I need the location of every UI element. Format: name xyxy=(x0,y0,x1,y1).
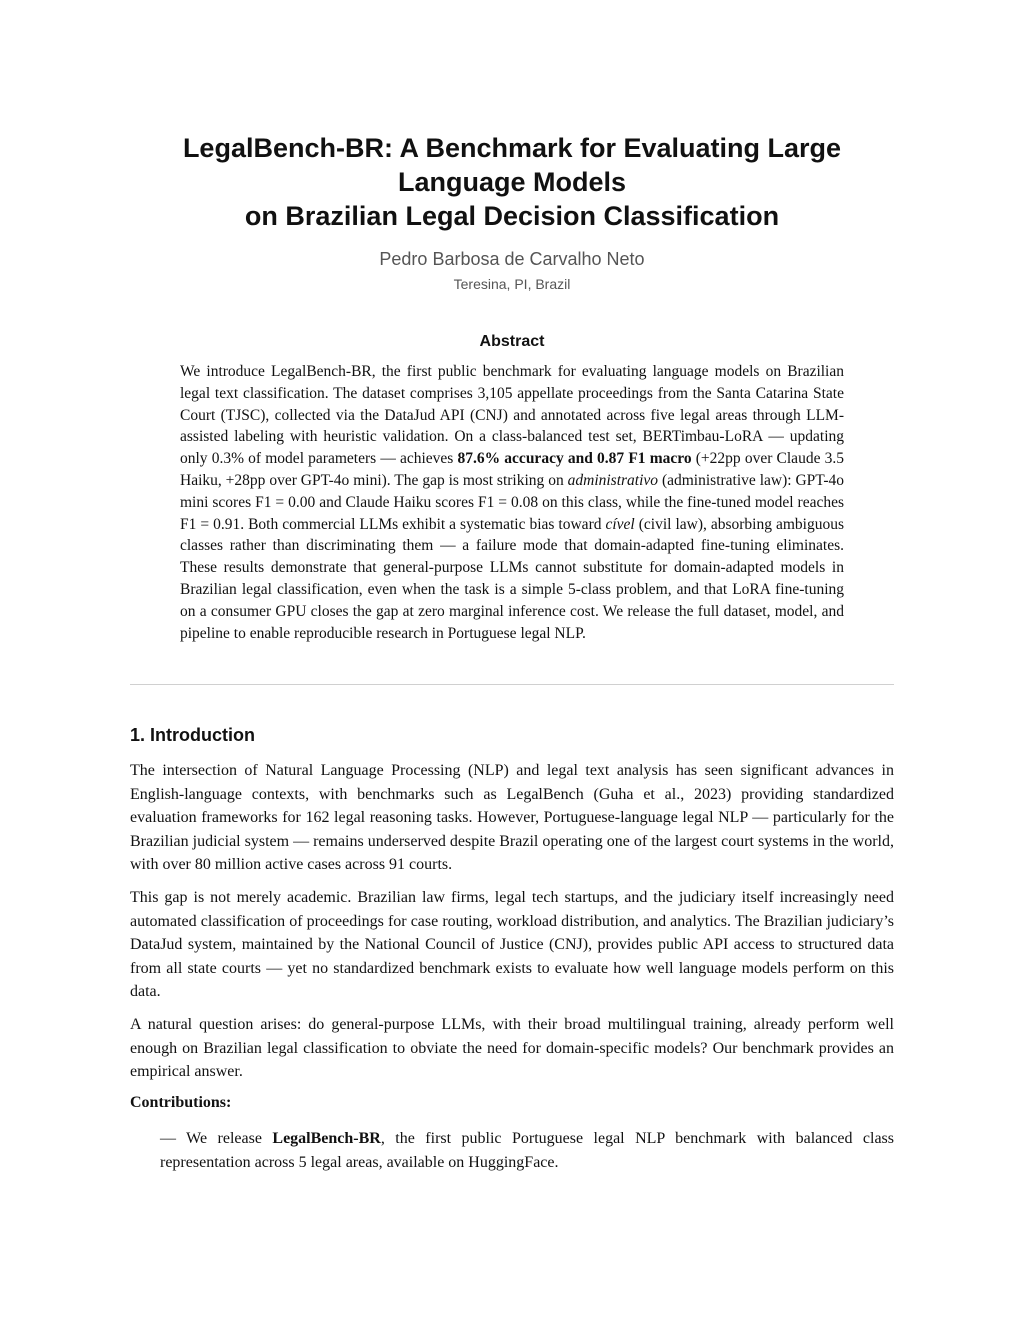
abstract-italic-civel: cível xyxy=(605,515,635,533)
abstract-text-2: (+22pp over Claude 3.5 Haiku, +28pp over GPT-4o mini). The gap is most striking on xyxy=(180,450,844,489)
title-line-1: LegalBench-BR: A Benchmark for Evaluating Large xyxy=(182,133,842,163)
abstract-text-3: (administrative law): GPT-4o mini scores F1 = 0.00 and Claude Haiku scores F1 = 0.08 on this class, while the fine-tuned model reaches F1 = 0.91. Both commercial LLMs exhibit a systematic bias toward xyxy=(180,471,844,533)
section-heading-introduction: 1. Introduction xyxy=(130,725,255,745)
section-divider xyxy=(130,684,894,685)
contribution-bold-name: LegalBench-BR xyxy=(272,1130,381,1147)
author-affiliation: Teresina, PI, Brazil xyxy=(453,276,571,292)
abstract-heading: Abstract xyxy=(479,333,545,350)
title-line-2: Language Models xyxy=(397,167,627,197)
abstract-italic-administrativo: administrativo xyxy=(567,471,659,489)
abstract-text-1: We introduce LegalBench-BR, the first public benchmark for evaluating language models on Brazilian legal text classification. The dataset comprises 3,105 appellate proceedings from the Santa Catarina State Court (TJSC), collected via the DataJud API (CNJ) and annotated across five legal areas through LLM-assisted labeling with heuristic validation. On a class-balanced test set, BERTimbau-LoRA — updating only 0.3% of model parameters — achieves xyxy=(180,363,844,468)
abstract-body xyxy=(180,361,844,644)
intro-paragraph-3: A natural question arises: do general-purpose LLMs, with their broad multilingual training, already perform well enough on Brazilian legal classification to obviate the need for domain-specific models? Our benchmark provides an empirical answer. xyxy=(130,1016,894,1080)
intro-paragraph-2: This gap is not merely academic. Brazilian law firms, legal tech startups, and the judiciary itself increasingly need automated classification of proceedings for case routing, workload distribution, and analytics. The Brazilian judiciary’s DataJud system, maintained by the National Council of Justice (CNJ), provides public API access to structured data from all state courts — yet no standardized benchmark exists to evaluate how well language models perform on this data. xyxy=(130,889,894,1000)
contribution-text-post: , the first public Portuguese legal NLP benchmark with balanced class representation across 5 legal areas, available on HuggingFace. xyxy=(160,1130,894,1171)
author-name: Pedro Barbosa de Carvalho Neto xyxy=(379,249,645,269)
paper-title xyxy=(130,131,894,233)
contributions-heading: Contributions: xyxy=(130,1094,232,1111)
contribution-text-pre: — We release xyxy=(160,1130,273,1147)
abstract-text-4: (civil law), absorbing ambiguous classes rather than discriminating them — a failure mode that domain-adapted fine-tuning eliminates. These results demonstrate that general-purpose LLMs cannot substitute for domain-adapted models in Brazilian legal classification, even when the task is a simple 5-class problem, and that LoRA fine-tuning on a consumer GPU closes the gap at zero marginal inference cost. We release the full dataset, model, and pipeline to enable reproducible research in Portuguese legal NLP. xyxy=(180,515,845,642)
intro-paragraph-1: The intersection of Natural Language Processing (NLP) and legal text analysis has seen significant advances in English-language contexts, with benchmarks such as LegalBench (Guha et al., 2023) providing standardized evaluation frameworks for 162 legal reasoning tasks. However, Portuguese-language legal NLP — particularly for the Brazilian judicial system — remains underserved despite Brazil operating one of the largest court systems in the world, with over 80 million active cases across 91 courts. xyxy=(130,762,894,873)
title-line-3: on Brazilian Legal Decision Classification xyxy=(244,201,780,231)
abstract-bold-result: 87.6% accuracy and 0.87 F1 macro xyxy=(457,450,692,468)
contribution-item-1 xyxy=(160,1127,894,1174)
